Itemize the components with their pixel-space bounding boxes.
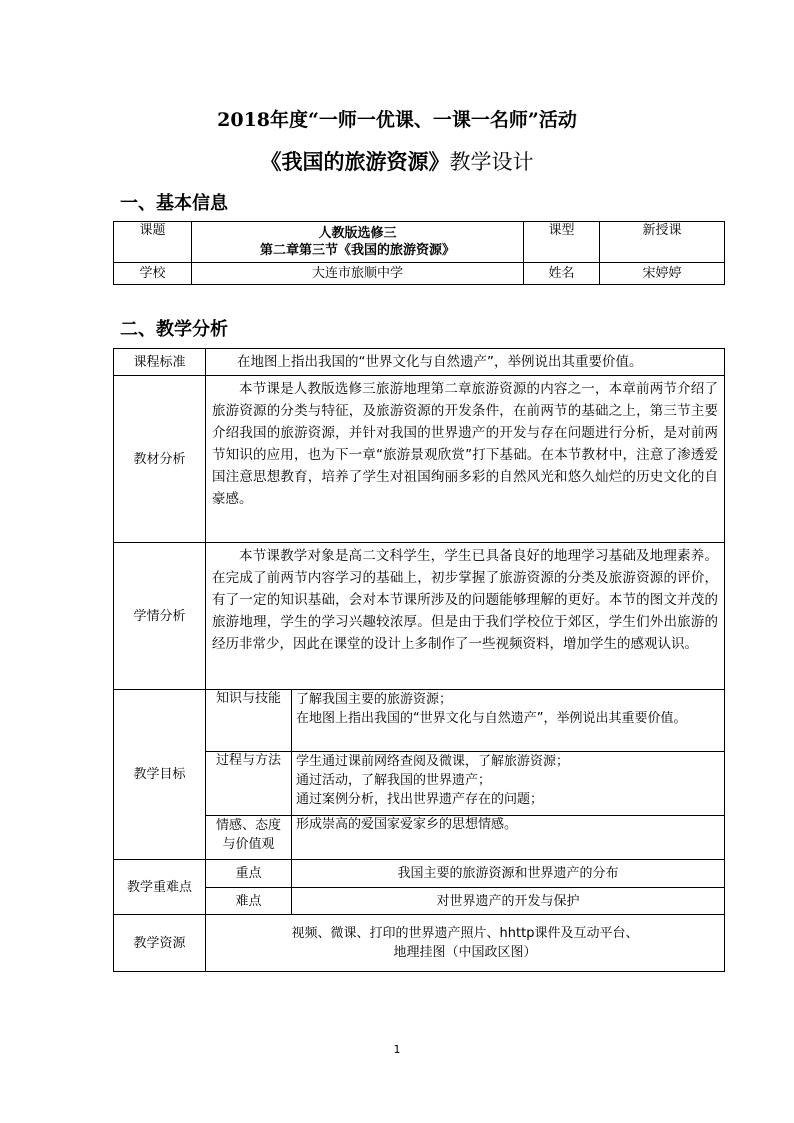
goal-process-label: 过程与方法 (206, 752, 292, 816)
table-row (114, 915, 725, 972)
table-row (114, 222, 725, 263)
keypoints-label: 教学重难点 (114, 860, 206, 915)
document-subtitle (0, 146, 794, 176)
name-value: 宋婷婷 (600, 263, 725, 285)
goal-emotion-label-line: 情感、态度 (215, 818, 281, 833)
goal-knowledge-line: 了解我国主要的旅游资源； (296, 692, 453, 707)
standard-text: 在地图上指出我国的“世界文化与自然遗产”，举例说出其重要价值。 (206, 349, 725, 376)
section-heading-basic-info: 一、基本信息 (120, 193, 228, 214)
student-label: 学情分析 (114, 543, 206, 690)
table-row (114, 543, 725, 690)
resources-text (206, 915, 725, 972)
page-number: 1 (393, 1043, 401, 1056)
standard-label: 课程标准 (114, 349, 206, 376)
goal-knowledge-line: 在地图上指出我国的“世界文化与自然遗产”，举例说出其重要价值。 (296, 711, 687, 726)
resources-label: 教学资源 (114, 915, 206, 972)
goal-emotion-label-line: 与价值观 (222, 837, 275, 852)
goal-process-text (292, 752, 725, 816)
course-line-1: 人教版选修三 (318, 226, 397, 241)
table-row (114, 752, 725, 816)
material-text: 本节课是人教版选修三旅游地理第二章旅游资源的内容之一，本章前两节介绍了旅游资源的分类与特征，及旅游资源的开发条件，在前两节的基础之上，第三节主要介绍我国的旅游资源，并针对我国的世界遗产的开发与存在问题进行分析，是对前两节知识的应用，也为下一章“旅游景观欣赏”打下基础。在本节教材中，注意了渗透爱国注意思想教育，培养了学生对祖国绚丽多彩的自然风光和悠久灿烂的历史文化的自豪感。 (206, 376, 725, 543)
basic-info-table (113, 221, 725, 285)
table-row (114, 816, 725, 860)
name-label: 姓名 (524, 263, 600, 285)
table-row (114, 263, 725, 285)
school-value: 大连市旅顺中学 (192, 263, 524, 285)
table-row (114, 376, 725, 543)
table-row (114, 860, 725, 888)
material-label: 教材分析 (114, 376, 206, 543)
table-row (114, 690, 725, 752)
section-heading-analysis: 二、教学分析 (120, 319, 228, 340)
subtitle-rest: 教学设计 (449, 150, 534, 174)
course-line-2: 第二章第三节《我国的旅游资源》 (259, 243, 455, 258)
goal-knowledge-label: 知识与技能 (206, 690, 292, 752)
table-row (114, 888, 725, 915)
course-label: 课题 (114, 222, 192, 263)
course-value (192, 222, 524, 263)
table-row (114, 349, 725, 376)
resources-line: 视频、微课、打印的世界遗产照片、hhttp课件及互动平台、 (291, 926, 639, 941)
goal-emotion-text: 形成崇高的爱国家爱家乡的思想情感。 (292, 816, 725, 860)
goals-label: 教学目标 (114, 690, 206, 860)
resources-line: 地理挂图（中国政区图） (393, 945, 537, 960)
goal-process-line: 通过案例分析，找出世界遗产存在的问题； (296, 792, 544, 807)
goal-process-line: 学生通过课前网络查阅及微课，了解旅游资源； (296, 754, 570, 769)
key-text: 我国主要的旅游资源和世界遗产的分布 (292, 860, 725, 888)
student-text: 本节课教学对象是高二文科学生，学生已具备良好的地理学习基础及地理素养。在完成了前两节内容学习的基础上，初步掌握了旅游资源的分类及旅游资源的评价，有了一定的知识基础，会对本节课所涉及的问题能够理解的更好。本节的图文并茂的旅游地理，学生的学习兴趣较浓厚。但是由于我们学校位于郊区，学生们外出旅游的经历非常少，因此在课堂的设计上多制作了一些视频资料，增加学生的感观认识。 (206, 543, 725, 690)
goal-knowledge-text (292, 690, 725, 752)
type-label: 课型 (524, 222, 600, 263)
document-title: 2018年度“一师一优课、一课一名师”活动 (217, 109, 577, 131)
type-value: 新授课 (600, 222, 725, 263)
lesson-name: 《我国的旅游资源》 (260, 149, 450, 174)
school-label: 学校 (114, 263, 192, 285)
goal-emotion-label (206, 816, 292, 860)
difficult-label: 难点 (206, 888, 292, 915)
difficult-text: 对世界遗产的开发与保护 (292, 888, 725, 915)
key-label: 重点 (206, 860, 292, 888)
analysis-table (113, 348, 725, 972)
goal-process-line: 通过活动，了解我国的世界遗产； (296, 773, 492, 788)
